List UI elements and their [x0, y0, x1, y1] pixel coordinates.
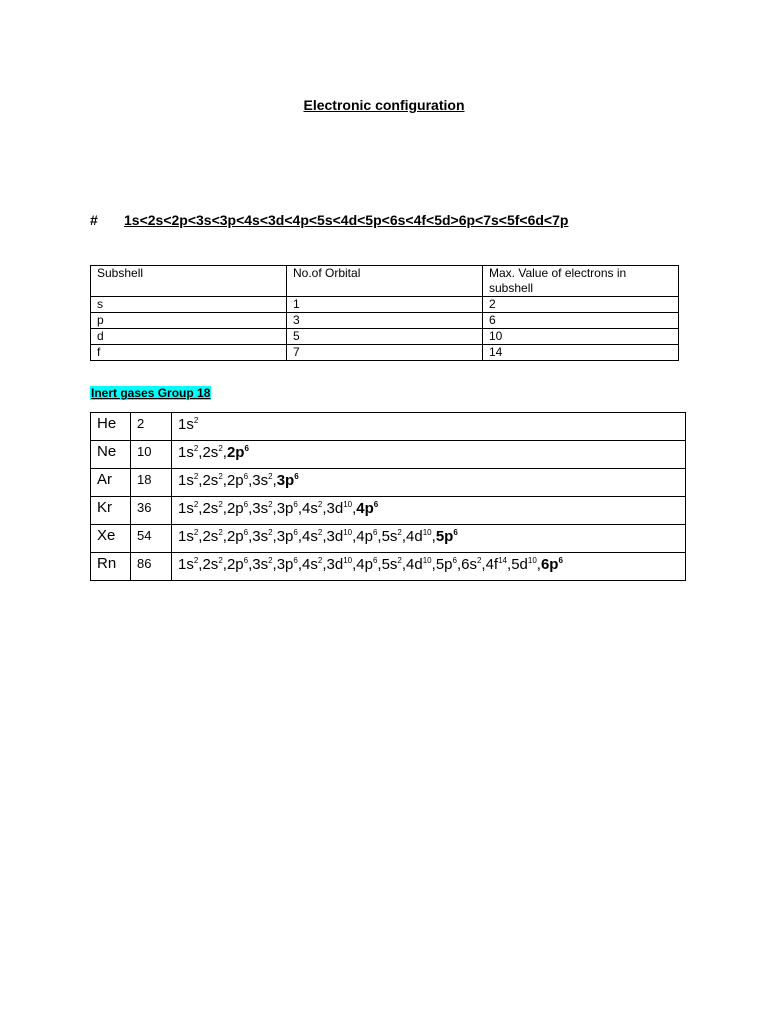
orbital-term — [356, 500, 378, 517]
electron-count: 2 — [317, 500, 323, 509]
orbital-term — [541, 556, 563, 573]
orbital-label: 3p — [276, 500, 294, 517]
cell-orbitals: 7 — [287, 345, 483, 361]
orbital-label: 2p — [226, 556, 244, 573]
electron-count: 2 — [268, 528, 273, 537]
electron-count: 2 — [268, 556, 273, 565]
table-row — [91, 329, 679, 345]
electron-count: 2 — [397, 528, 402, 537]
orbital-order-line — [90, 212, 568, 228]
orbital-label: 5p — [435, 528, 454, 545]
orbital-term — [486, 556, 507, 573]
orbital-label: 4s — [302, 556, 318, 573]
header-max-electrons: Max. Value of electrons in subshell — [483, 266, 679, 297]
orbital-label: 4s — [302, 500, 318, 517]
orbital-term — [252, 472, 272, 489]
cell-max-electrons: 14 — [483, 345, 679, 361]
electron-configuration: $1s^2,2s^2,2p^6,3s^2,3p^6,4s^2,3d^{10},4p^6,5s^2,4d^{10},5p^6$ — [172, 525, 686, 553]
element-symbol: Kr — [91, 497, 131, 525]
orbital-label: 3d — [326, 528, 344, 545]
cell-orbitals: 3 — [287, 313, 483, 329]
page-title: Electronic configuration — [303, 97, 465, 113]
electron-count: 2 — [218, 472, 223, 481]
cell-max-electrons: 10 — [483, 329, 679, 345]
order-hash: # — [90, 212, 98, 228]
orbital-term — [436, 556, 457, 573]
orbital-label: 2p — [226, 444, 245, 461]
orbital-label: 5s — [381, 556, 398, 573]
header-orbitals: No.of Orbital — [287, 266, 483, 297]
orbital-term — [178, 416, 198, 433]
electron-count: 6 — [243, 500, 249, 509]
orbital-label: 2p — [226, 528, 244, 545]
electron-count: 2 — [218, 556, 223, 565]
orbital-label: 2s — [202, 444, 219, 461]
orbital-label: 1s — [178, 444, 194, 461]
orbital-term — [277, 500, 298, 517]
orbital-label: 3s — [252, 528, 269, 545]
cell-subshell: f — [91, 345, 287, 361]
orbital-label: 5s — [381, 528, 398, 545]
orbital-label: 4d — [406, 528, 423, 545]
electron-count: 10 — [422, 528, 432, 537]
cell-subshell: p — [91, 313, 287, 329]
orbital-label: 6s — [461, 556, 477, 573]
electron-count: 2 — [193, 500, 199, 509]
orbital-label: 2s — [202, 472, 219, 489]
orbital-term — [436, 528, 458, 545]
orbital-label: 1s — [178, 528, 194, 545]
orbital-label: 4p — [356, 528, 373, 545]
electron-configuration: $1s^2,2s^2,2p^6,3s^2,3p^6$ — [172, 469, 686, 497]
electron-count: 2 — [193, 528, 199, 537]
electron-count: 2 — [193, 416, 199, 425]
orbital-term — [252, 556, 272, 573]
subshell-table — [90, 265, 679, 361]
electron-count: 2 — [218, 500, 223, 509]
electron-count: 2 — [193, 556, 199, 565]
orbital-label: 3p — [276, 556, 294, 573]
orbital-label: 3d — [326, 556, 344, 573]
cell-subshell: s — [91, 297, 287, 313]
orbital-term — [178, 500, 198, 517]
electron-count: 6 — [243, 528, 249, 537]
orbital-term — [202, 472, 222, 489]
electron-configuration: $1s^2,2s^2,2p^6,3s^2,3p^6,4s^2,3d^{10},4p^6$ — [172, 497, 686, 525]
cell-max-electrons: 6 — [483, 313, 679, 329]
cell-orbitals: 5 — [287, 329, 483, 345]
electron-count: 10 — [343, 556, 353, 565]
atomic-number: 86 — [131, 553, 172, 581]
orbital-term — [252, 528, 272, 545]
electron-count: 2 — [268, 472, 273, 481]
electron-count: 2 — [218, 528, 223, 537]
table-row — [91, 553, 686, 581]
orbital-label: 5p — [435, 556, 453, 573]
orbital-term — [227, 528, 248, 545]
electron-count: 2 — [317, 528, 323, 537]
orbital-label: 2p — [226, 500, 244, 517]
electron-count: 2 — [476, 556, 482, 565]
electron-configuration — [172, 413, 686, 441]
orbital-term — [178, 472, 198, 489]
electron-count: 10 — [343, 500, 353, 509]
orbital-term — [277, 556, 298, 573]
electron-count: 6 — [558, 556, 563, 565]
orbital-term — [227, 472, 248, 489]
table-row — [91, 345, 679, 361]
element-symbol: Xe — [91, 525, 131, 553]
orbital-term — [356, 528, 377, 545]
orbital-label: 4p — [356, 556, 373, 573]
orbital-term — [227, 444, 249, 461]
electron-count: 6 — [452, 556, 457, 565]
orbital-term — [382, 556, 402, 573]
orbital-term — [302, 556, 322, 573]
orbital-term — [356, 556, 377, 573]
electron-count: 6 — [294, 472, 299, 481]
orbital-label: 3p — [276, 528, 294, 545]
orbital-label: 3s — [252, 500, 269, 517]
electron-count: 6 — [243, 556, 249, 565]
orbital-label: 2s — [202, 528, 219, 545]
orbital-label: 3d — [326, 500, 344, 517]
orbital-term — [511, 556, 537, 573]
orbital-term — [277, 528, 298, 545]
orbital-term — [302, 528, 322, 545]
orbital-label: 3s — [252, 472, 269, 489]
cell-orbitals: 1 — [287, 297, 483, 313]
cell-max-electrons: 2 — [483, 297, 679, 313]
inert-gases-table — [90, 412, 686, 581]
electron-count: 6 — [453, 528, 458, 537]
orbital-label: 4s — [302, 528, 318, 545]
table-row — [91, 441, 686, 469]
electron-count: 6 — [244, 444, 249, 453]
orbital-label: 5d — [511, 556, 528, 573]
orbital-term — [227, 556, 248, 573]
orbital-label: 1s — [178, 556, 194, 573]
table-header-row — [91, 266, 679, 297]
electron-count: 2 — [397, 556, 402, 565]
orbital-term — [202, 444, 222, 461]
orbital-term — [252, 500, 272, 517]
orbital-term — [227, 500, 248, 517]
orbital-label: 3s — [252, 556, 269, 573]
orbital-label: 2s — [202, 500, 219, 517]
electron-count: 2 — [218, 444, 223, 453]
orbital-label: 4d — [406, 556, 423, 573]
header-subshell: Subshell — [91, 266, 287, 297]
orbital-term — [178, 528, 198, 545]
electron-count: 6 — [373, 500, 379, 509]
orbital-term — [406, 528, 432, 545]
orbital-filling-sequence: 1s<2s<2p<3s<3p<4s<3d<4p<5s<4d<5p<6s<4f<5d>6p<7s<5f<6d<7p — [124, 212, 569, 228]
atomic-number: 54 — [131, 525, 172, 553]
atomic-number: 18 — [131, 469, 172, 497]
orbital-label: 2s — [202, 556, 219, 573]
orbital-label: 2p — [226, 472, 244, 489]
element-symbol: Ar — [91, 469, 131, 497]
orbital-term — [178, 444, 198, 461]
atomic-number: 36 — [131, 497, 172, 525]
orbital-term — [202, 556, 222, 573]
orbital-term — [382, 528, 402, 545]
orbital-term — [202, 500, 222, 517]
atomic-number: 10 — [131, 441, 172, 469]
table-row — [91, 469, 686, 497]
electron-count: 6 — [372, 556, 378, 565]
electron-count: 10 — [527, 556, 537, 565]
orbital-term — [202, 528, 222, 545]
electron-count: 2 — [193, 472, 199, 481]
orbital-label: 4p — [356, 500, 374, 517]
orbital-label: 1s — [178, 472, 194, 489]
electron-count: 6 — [293, 556, 298, 565]
electron-count: 6 — [293, 528, 298, 537]
table-row — [91, 313, 679, 329]
orbital-label: 6p — [540, 556, 559, 573]
orbital-term — [461, 556, 481, 573]
orbital-label: 1s — [178, 416, 194, 433]
orbital-term — [406, 556, 432, 573]
electron-count: 10 — [343, 528, 353, 537]
table-row — [91, 297, 679, 313]
electron-count: 2 — [317, 556, 323, 565]
electron-count: 10 — [422, 556, 432, 565]
electron-count: 6 — [243, 472, 249, 481]
electron-count: 14 — [498, 556, 508, 565]
table-row — [91, 525, 686, 553]
cell-subshell: d — [91, 329, 287, 345]
orbital-term — [178, 556, 198, 573]
electron-configuration: $1s^2,2s^2,2p^6,3s^2,3p^6,4s^2,3d^{10},4p^6,5s^2,4d^{10},5p^6,6s^2,4f^{14},5d^{10},6p^6$ — [172, 553, 686, 581]
orbital-term — [327, 528, 353, 545]
orbital-label: 1s — [178, 500, 194, 517]
orbital-label: 4f — [485, 556, 499, 573]
electron-count: 2 — [193, 444, 199, 453]
orbital-term — [327, 556, 353, 573]
table-row — [91, 413, 686, 441]
atomic-number: 2 — [131, 413, 172, 441]
electron-count: 6 — [372, 528, 378, 537]
inert-gases-heading: Inert gases Group 18 — [91, 386, 211, 400]
element-symbol: Ne — [91, 441, 131, 469]
element-symbol: Rn — [91, 553, 131, 581]
orbital-term — [327, 500, 353, 517]
electron-count: 2 — [268, 500, 273, 509]
electron-count: 6 — [293, 500, 298, 509]
element-symbol: He — [91, 413, 131, 441]
orbital-term — [277, 472, 299, 489]
table-row — [91, 497, 686, 525]
electron-configuration: $1s^2,2s^2,2p^6$ — [172, 441, 686, 469]
orbital-term — [302, 500, 322, 517]
orbital-label: 3p — [276, 472, 295, 489]
